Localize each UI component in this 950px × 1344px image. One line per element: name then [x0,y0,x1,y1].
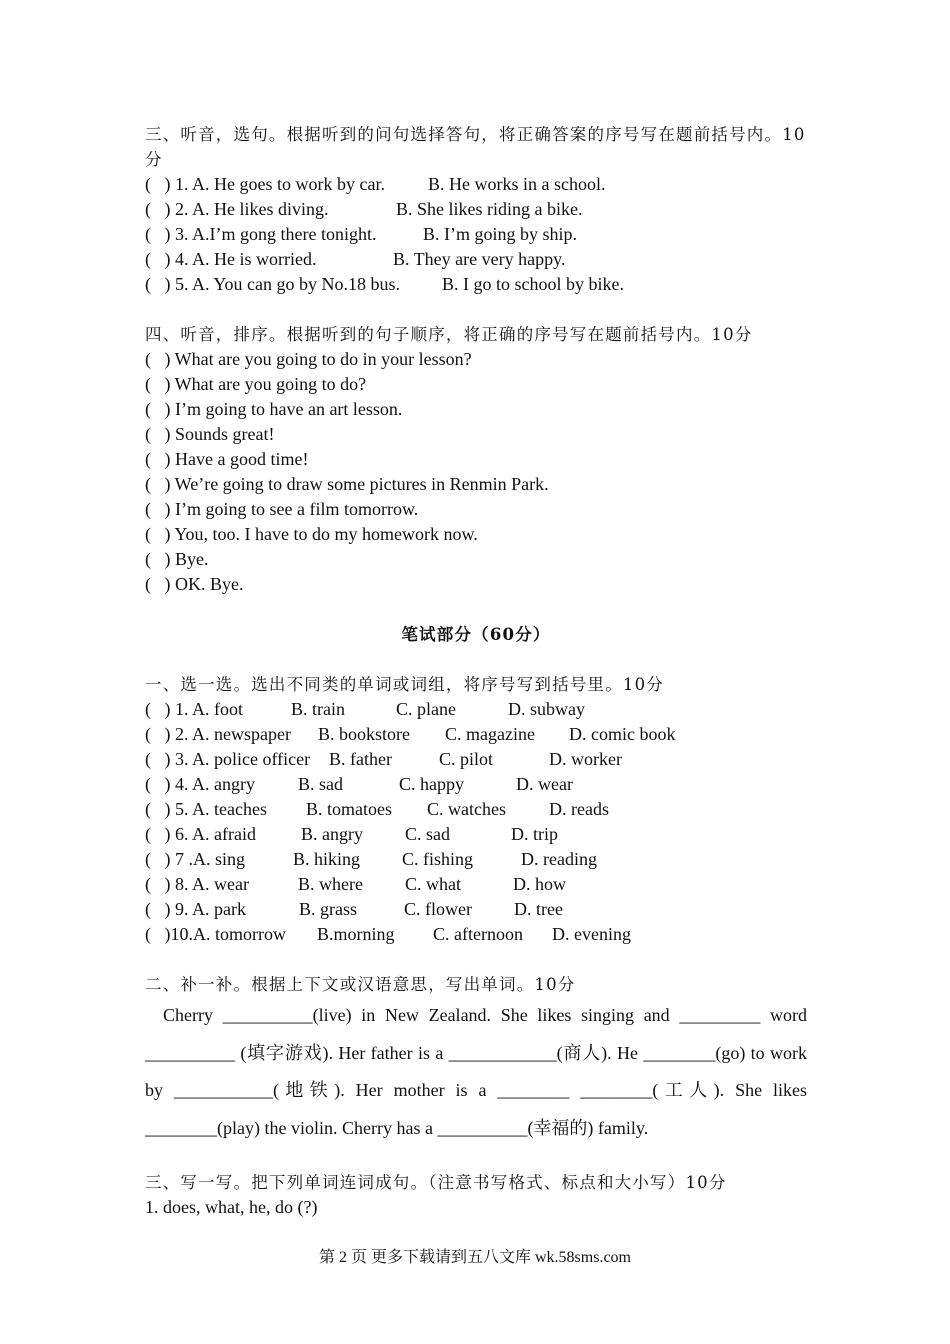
choice-option: B.morning [317,924,395,944]
sentence-item: ( ) What are you going to do in your lesson? [145,349,472,369]
choice-option: D. comic book [569,724,676,744]
option-a: ( ) 4. A. He is worried. [145,249,317,269]
choice-option: C. magazine [445,724,535,744]
choice-row [145,747,807,772]
question-item: 1. does, what, he, do (?) [145,1197,318,1217]
choice-option: D. reading [521,849,597,869]
choice-option: B. hiking [293,849,361,869]
section-heading: 三、听音，选句。根据听到的问句选择答句，将正确答案的序号写在题前括号内。10分 [145,125,806,169]
choice-option: D. tree [514,899,563,919]
option-b: B. I go to school by bike. [442,274,624,294]
choice-row [145,797,807,822]
sentence-item: ( ) Bye. [145,549,209,569]
choice-row [145,822,807,847]
choice-option: B. angry [301,824,363,844]
choice-option: B. train [291,699,345,719]
choice-option: C. what [405,874,461,894]
page-footer: 第 2 页 更多下载请到五八文库 wk.58sms.com [318,1249,631,1266]
choice-option: C. pilot [439,749,494,769]
section-heading: 三、写一写。把下列单词连词成句。（注意书写格式、标点和大小写）10分 [145,1173,727,1192]
choice-option: D. wear [516,774,573,794]
option-b: B. They are very happy. [393,249,566,269]
choice-option: D. reads [549,799,609,819]
option-a: ( ) 1. A. He goes to work by car. [145,174,385,194]
choice-option: D. trip [511,824,558,844]
choice-option: ( ) 9. A. park [145,899,246,919]
choice-option: D. worker [549,749,622,769]
choice-option: B. grass [299,899,357,919]
odd-one-out-list [145,697,807,947]
choice-option: C. flower [404,899,472,919]
choice-option: ( ) 5. A. teaches [145,799,267,819]
choice-option: D. how [513,874,566,894]
choice-option: ( ) 6. A. afraid [145,824,256,844]
sentence-item: ( ) I’m going to see a film tomorrow. [145,499,419,519]
choice-row [145,897,807,922]
sentence-item: ( ) I’m going to have an art lesson. [145,399,403,419]
question-item [145,197,807,222]
choice-option: C. plane [396,699,456,719]
choice-option: B. sad [298,774,343,794]
choice-option: C. afternoon [433,924,523,944]
choice-row [145,772,807,797]
choice-option: C. sad [405,824,450,844]
choice-option: ( ) 7 .A. sing [145,849,245,869]
option-a: ( ) 2. A. He likes diving. [145,199,329,219]
sentence-item: ( ) OK. Bye. [145,574,244,594]
choice-option: ( ) 8. A. wear [145,874,249,894]
choice-option: D. evening [552,924,631,944]
choice-row [145,697,807,722]
choice-option: C. watches [427,799,506,819]
section-heading: 二、补一补。根据上下文或汉语意思，写出单词。10分 [145,975,576,994]
question-item [145,172,807,197]
question-list [145,172,807,297]
choice-row [145,722,807,747]
question-item [145,247,807,272]
choice-option: ( ) 3. A. police officer [145,749,311,769]
section-heading: 四、听音，排序。根据听到的句子顺序，将正确的序号写在题前括号内。10分 [145,325,753,344]
question-item [145,222,807,247]
choice-row [145,847,807,872]
choice-option: ( )10.A. tomorrow [145,924,286,944]
cloze-paragraph: Cherry __________(live) in New Zealand. She likes singing and _________ word __________ (填字游戏). Her father is a ____________(商人). He ________(go) to work by ___________(地铁). Her mother is a ________ ________(工人). She likes ________(play) the violin. Cherry has a __________(幸福的) family. [145,1005,807,1138]
choice-option: B. father [329,749,392,769]
sentence-list [145,347,807,597]
choice-option: D. subway [508,699,585,719]
choice-option: ( ) 1. A. foot [145,699,243,719]
choice-row [145,922,807,947]
question-item [145,272,807,297]
choice-option: B. bookstore [318,724,410,744]
choice-row [145,872,807,897]
option-b: B. I’m going by ship. [423,224,578,244]
choice-option: ( ) 4. A. angry [145,774,255,794]
option-a: ( ) 3. A.I’m gong there tonight. [145,224,377,244]
sentence-item: ( ) What are you going to do? [145,374,367,394]
choice-option: C. happy [399,774,464,794]
sentence-item: ( ) Have a good time! [145,449,309,469]
section-heading: 一、选一选。选出不同类的单词或词组，将序号写到括号里。10分 [145,675,664,694]
option-b: B. She likes riding a bike. [396,199,583,219]
sentence-item: ( ) You, too. I have to do my homework now. [145,524,478,544]
written-part-title: 笔试部分（60分） [401,625,551,644]
sentence-item: ( ) We’re going to draw some pictures in Renmin Park. [145,474,549,494]
worksheet-page [145,122,807,1220]
choice-option: C. fishing [402,849,474,869]
choice-option: B. where [298,874,363,894]
option-a: ( ) 5. A. You can go by No.18 bus. [145,274,401,294]
choice-option: ( ) 2. A. newspaper [145,724,291,744]
choice-option: B. tomatoes [306,799,392,819]
sentence-item: ( ) Sounds great! [145,424,275,444]
option-b: B. He works in a school. [428,174,606,194]
